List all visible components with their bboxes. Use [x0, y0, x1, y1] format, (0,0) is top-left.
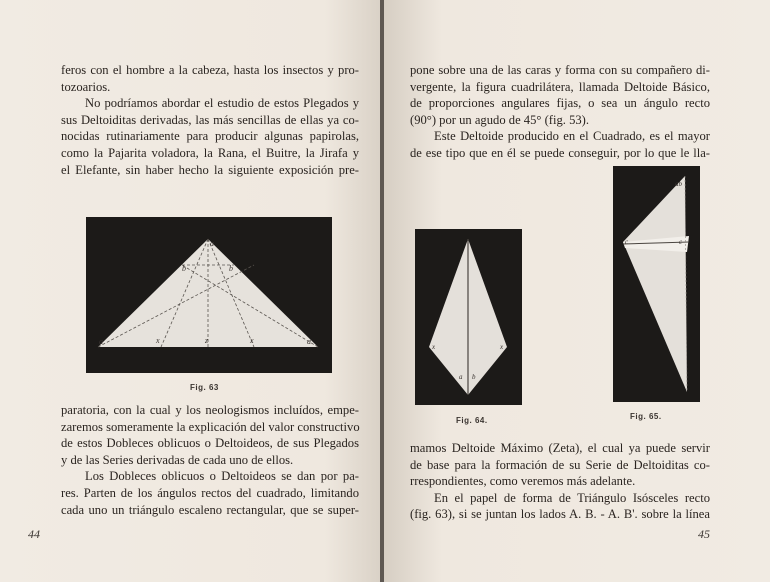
- right-bottom-text: [410, 440, 710, 523]
- text-line: mamos Deltoide Máximo (Zeta), el cual ya puede servir: [410, 441, 710, 455]
- fig-label: b: [472, 373, 476, 381]
- text-line: feros con el hombre a la cabeza, hasta los insectos y pro-: [61, 63, 359, 77]
- text-line: de estos Dobleces oblicuos o Deltoideos, de sus Plegados: [61, 436, 359, 451]
- fig-label: b: [182, 264, 186, 273]
- right-top-text: [410, 62, 710, 162]
- triangle-fold-diagram: [86, 217, 332, 373]
- text-line: (90°) por un agudo de 45° (fig. 53).: [410, 112, 589, 127]
- text-line: (fig. 63), si se juntan los lados A. B. - A. B'. sobre la línea: [410, 507, 710, 522]
- text-line: nocidas rutinariamente para producir algunas papirolas,: [61, 129, 359, 144]
- fig-label: b: [229, 264, 233, 273]
- text-line: de base para la formación de su Serie de Deltoiditas co-: [410, 457, 710, 472]
- figure-64-photo: [415, 229, 522, 405]
- fig-label: x: [156, 336, 160, 345]
- figure-63-photo: [86, 217, 332, 373]
- left-page: [0, 0, 382, 582]
- text-line: No podríamos abordar el estudio de estos Plegados y: [85, 96, 359, 111]
- figure-64-caption: Fig. 64.: [456, 416, 488, 425]
- text-line: res. Parten de los ángulos rectos del cuadrado, limitando: [61, 485, 359, 500]
- text-line: como la Pajarita voladora, la Rana, el Buitre, la Jirafa y: [61, 145, 359, 160]
- text-line: zaremos someramente la explicación del valor constructivo: [61, 419, 360, 434]
- fig-label: a: [210, 239, 214, 248]
- fig-label: c: [625, 238, 629, 246]
- figure-65-photo: [613, 166, 700, 402]
- fig-label: c: [679, 238, 683, 246]
- text-line: el Elefante, sin haber hecho la siguiente exposición pre-: [61, 162, 359, 177]
- text-line: vergente, la figura cuadrilátera, llamada Deltoide Básico,: [410, 79, 710, 94]
- text-line: sus Deltoiditas derivadas, las más sencillas de ellas ya co-: [61, 112, 359, 127]
- fig-label: x: [500, 343, 504, 351]
- deltoid-kite-diagram: [415, 229, 522, 405]
- text-line: y de las Series derivadas de cada uno de ellos.: [61, 452, 294, 467]
- fig-label: x: [250, 336, 254, 345]
- fig-label: a: [307, 337, 311, 346]
- page-number-right: 45: [698, 527, 710, 541]
- text-line: tozoarios.: [61, 79, 111, 94]
- text-line: de proporciones angulares fijas, o sea un ángulo recto: [410, 96, 710, 111]
- folded-paper: [623, 176, 687, 392]
- deltoid-folded-diagram: [613, 166, 700, 402]
- fig-label: x: [432, 343, 436, 351]
- text-line: rrespondientes, como veremos más adelante.: [410, 474, 636, 489]
- text-line: cada uno un triángulo escaleno rectangular, que se super-: [61, 502, 359, 517]
- fig-label: a: [99, 337, 103, 346]
- text-line: Este Deltoide producido en el Cuadrado, es el mayor: [434, 129, 710, 144]
- fig-label: ab: [675, 180, 682, 188]
- left-top-text: [61, 62, 359, 178]
- text-line: de ese tipo que en él se puede conseguir, por lo que le lla-: [410, 145, 710, 160]
- page-number-left: 44: [28, 527, 40, 541]
- figure-65-caption: Fig. 65.: [630, 412, 662, 421]
- text-line: Los Dobleces oblicuos o Deltoideos se dan por pa-: [85, 469, 359, 484]
- fig-label: z: [205, 336, 209, 345]
- fig-label: a: [459, 373, 463, 381]
- right-page: [384, 0, 770, 582]
- figure-63-caption: Fig. 63: [190, 383, 219, 392]
- text-line: pone sobre una de las caras y forma con su compañero di-: [410, 63, 710, 77]
- text-line: En el papel de forma de Triángulo Isósceles recto: [434, 490, 710, 505]
- left-bottom-text: [61, 402, 359, 518]
- text-line: paratoria, con la cual y los neologismos incluídos, empe-: [61, 403, 359, 417]
